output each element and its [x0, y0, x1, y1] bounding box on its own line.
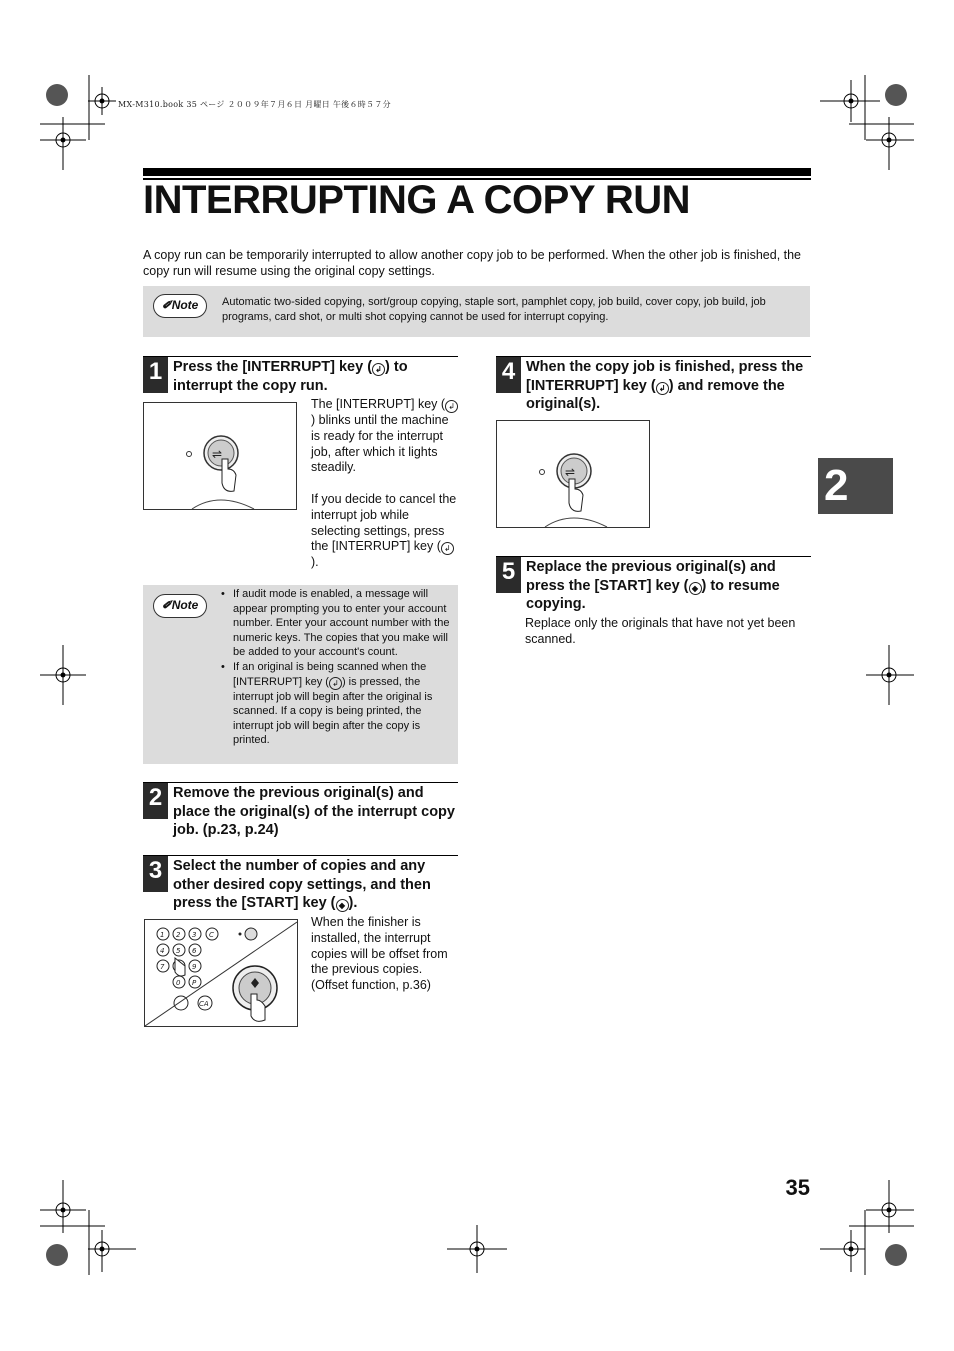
- page-title: INTERRUPTING A COPY RUN: [143, 178, 691, 222]
- svg-text:⇌: ⇌: [565, 465, 576, 479]
- step-2-number: 2: [143, 783, 168, 819]
- step-5-title: Replace the previous original(s) and press the [START] key ( ◆ ) to resume copying.: [526, 559, 780, 612]
- intro-paragraph: A copy run can be temporarily interrupted to allow another copy job to be performed. When the other job is finished, the copy run will resume using the original copy settings.: [143, 248, 802, 278]
- step-4-header: [496, 356, 811, 417]
- step-2-header: [143, 782, 458, 843]
- step-4-title: When the copy job is finished, press the [INTERRUPT] key ( ↲ ) and remove the original(s).: [526, 359, 804, 412]
- note-top-text: Automatic two-sided copying, sort/group copying, staple sort, pamphlet copy, job build, cover copy, job build, job programs, card shot, or multi shot copying cannot be used for interrupt copying.: [222, 296, 766, 323]
- svg-text:1: 1: [160, 931, 165, 939]
- svg-text:6: 6: [192, 947, 197, 955]
- note-badge: ✐Note: [153, 294, 207, 318]
- step-1-body-1: The [INTERRUPT] key ( ↲) blinks until the machine is ready for the interrupt job, after which it lights steadily.: [311, 397, 459, 476]
- step-1-body-2: If you decide to cancel the interrupt job while selecting settings, press the [INTERRUPT] key ( ↲).: [311, 492, 457, 570]
- svg-text:7: 7: [160, 963, 165, 971]
- note-middle-list: [221, 587, 453, 748]
- step-2-title: Remove the previous original(s) and place the original(s) of the interrupt copy job. (p.23, p.24): [173, 785, 455, 838]
- step-5-number: 5: [496, 557, 521, 593]
- interrupt-key-icon: ↲: [656, 382, 669, 395]
- step-1-number: 1: [143, 357, 168, 393]
- interrupt-key-icon: ↲: [372, 363, 385, 376]
- svg-text:C: C: [209, 931, 214, 939]
- interrupt-key-illustration: [143, 402, 297, 510]
- note-box-middle: [143, 585, 458, 764]
- svg-text:0: 0: [176, 979, 181, 987]
- step-5-body: Replace only the originals that have not yet been scanned.: [525, 616, 796, 646]
- keypad-start-illustration: [144, 919, 298, 1027]
- svg-text:4: 4: [160, 947, 165, 955]
- svg-text:CA: CA: [199, 1000, 209, 1008]
- start-key-icon: ◆: [336, 899, 349, 912]
- file-header: MX-M310.book 35 ページ ２００９年７月６日 月曜日 午後６時５７分: [118, 100, 391, 109]
- step-5-header: [496, 556, 811, 617]
- step-3-number: 3: [143, 856, 168, 892]
- step-3-header: [143, 855, 458, 916]
- svg-text:P: P: [192, 979, 197, 987]
- svg-text:9: 9: [192, 963, 197, 971]
- interrupt-key-icon: ↲: [441, 542, 454, 555]
- note-item-audit: • If audit mode is enabled, a message will appear prompting you to enter your account number. Enter your account number with the numeric keys. The copies that you make will be added to your account's count.: [233, 587, 453, 660]
- svg-text:⇌: ⇌: [212, 447, 223, 461]
- note-badge: ✐Note: [153, 594, 207, 618]
- interrupt-key-icon: ↲: [329, 677, 342, 690]
- step-3-body: When the finisher is installed, the interrupt copies will be offset from the previous copies. (Offset function, p.36): [311, 915, 448, 993]
- step-1-header: [143, 356, 458, 397]
- svg-text:2: 2: [176, 931, 181, 939]
- step-1-title: Press the [INTERRUPT] key ( ↲ ) to interrupt the copy run.: [173, 359, 408, 394]
- note-box-top: [143, 286, 810, 337]
- interrupt-key-illustration-2: [496, 420, 650, 528]
- title-rule: [143, 168, 811, 176]
- page-number: 35: [785, 1175, 810, 1200]
- step-3-title: Select the number of copies and any other desired copy settings, and then press the [START] key ( ◆ ).: [173, 858, 431, 911]
- note-item-scanning: • If an original is being scanned when the [INTERRUPT] key ( ↲ ) is pressed, the interrupt job will begin after the original is scanned. If a copy is being printed, the interrupt job will begin after the copy is printed.: [233, 660, 453, 748]
- chapter-tab: 2: [818, 458, 893, 514]
- start-key-icon: ◆: [689, 582, 702, 595]
- interrupt-key-icon: ↲: [445, 400, 458, 413]
- svg-text:5: 5: [176, 947, 181, 955]
- svg-text:3: 3: [192, 931, 197, 939]
- step-4-number: 4: [496, 357, 521, 393]
